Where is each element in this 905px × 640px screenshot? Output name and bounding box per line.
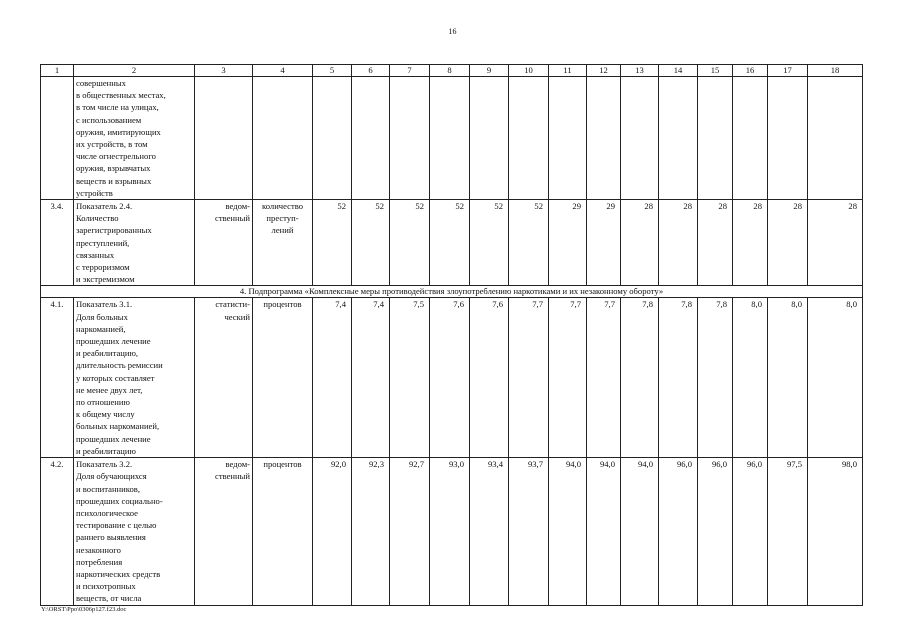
column-number: 2: [74, 65, 195, 77]
value-cell: 7,5: [390, 298, 430, 458]
source-text-b: ственный: [215, 213, 250, 224]
value-cell: 93,0: [430, 458, 470, 605]
value-cell: 52: [430, 200, 470, 286]
value-cell: 92,7: [390, 458, 430, 605]
page-number: 16: [448, 27, 457, 36]
value-cell: 96,0: [698, 458, 733, 605]
indicator-name-cell: Показатель 3.1. Доля больных наркоманией, прошедших лечение и реабилитацию, длительность ремиссии у которых составляет не менее двух лет, по отношению к общему числу больных наркоманией, прошедших лечение и реабилитацию: [74, 298, 195, 458]
value-cell: 52: [313, 200, 352, 286]
column-number: 17: [768, 65, 808, 77]
value-cell: 7,4: [352, 298, 390, 458]
source-cell: [195, 458, 253, 605]
source-text-b: ственный: [215, 471, 250, 482]
column-number: 18: [808, 65, 863, 77]
column-number: 3: [195, 65, 253, 77]
value-cell: 98,0: [808, 458, 863, 605]
value-cell: 28: [698, 200, 733, 286]
value-cell: 28: [659, 200, 698, 286]
value-cell: 7,7: [587, 298, 621, 458]
value-cell: 96,0: [659, 458, 698, 605]
value-cell: 7,6: [430, 298, 470, 458]
column-number: 12: [587, 65, 621, 77]
column-number: 10: [509, 65, 549, 77]
value-cell: 97,5: [768, 458, 808, 605]
value-cell: 8,0: [733, 298, 768, 458]
value-cell: 28: [621, 200, 659, 286]
value-cell: 94,0: [549, 458, 587, 605]
table-row: [41, 298, 863, 458]
column-number: 4: [253, 65, 313, 77]
unit-cell: процентов: [253, 458, 313, 605]
row-number: 4.2.: [41, 458, 74, 605]
value-cell: 7,8: [621, 298, 659, 458]
value-cell: 94,0: [587, 458, 621, 605]
value-cell: 7,7: [549, 298, 587, 458]
value-cell: 96,0: [733, 458, 768, 605]
subprogram-row: [41, 286, 863, 298]
source-text-a: ведом-: [225, 201, 250, 212]
column-number: 13: [621, 65, 659, 77]
row-number: 3.4.: [41, 200, 74, 286]
source-text-a: статисти-: [215, 299, 250, 310]
unit-cell: процентов: [253, 298, 313, 458]
value-cell: 8,0: [808, 298, 863, 458]
value-cell: 52: [470, 200, 509, 286]
indicator-name-cell: Показатель 3.2. Доля обучающихся и воспитанников, прошедших социально- психологическое тестирование с целью раннего выявления незаконного потребления наркотических средств и психотропных веществ, от числа: [74, 458, 195, 605]
source-text-b: ческий: [224, 311, 250, 322]
column-number: 7: [390, 65, 430, 77]
value-cell: 28: [768, 200, 808, 286]
column-number: 16: [733, 65, 768, 77]
value-cell: 7,4: [313, 298, 352, 458]
value-cell: 7,8: [659, 298, 698, 458]
column-number: 15: [698, 65, 733, 77]
table-row: [41, 200, 863, 286]
table-row: [41, 458, 863, 605]
value-cell: 29: [549, 200, 587, 286]
value-cell: 29: [587, 200, 621, 286]
subprogram-title: 4. Подпрограмма «Комплексные меры противодействия злоупотреблению наркотиками и их незаконному обороту»: [41, 286, 863, 298]
value-cell: 28: [733, 200, 768, 286]
value-cell: 7,7: [509, 298, 549, 458]
indicator-table: [40, 64, 863, 606]
column-number: 14: [659, 65, 698, 77]
value-cell: 52: [352, 200, 390, 286]
value-cell: 7,6: [470, 298, 509, 458]
value-cell: 93,4: [470, 458, 509, 605]
source-cell: [195, 200, 253, 286]
value-cell: 7,8: [698, 298, 733, 458]
column-number: 11: [549, 65, 587, 77]
value-cell: 28: [808, 200, 863, 286]
value-cell: 52: [509, 200, 549, 286]
column-number: 9: [470, 65, 509, 77]
value-cell: 93,7: [509, 458, 549, 605]
source-cell: [195, 298, 253, 458]
column-number: 6: [352, 65, 390, 77]
unit-cell: количество преступ- лений: [253, 200, 313, 286]
source-text-a: ведом-: [225, 459, 250, 470]
indicator-name-cell: совершенных в общественных местах, в том числе на улицах, с использованием оружия, имитирующих их устройств, в том числе огнестрельного оружия, взрывчатых веществ и взрывных устройств: [74, 77, 195, 200]
value-cell: 94,0: [621, 458, 659, 605]
value-cell: 92,0: [313, 458, 352, 605]
value-cell: 52: [390, 200, 430, 286]
indicator-name-cell: Показатель 2.4. Количество зарегистрированных преступлений, связанных с терроризмом и экстремизмом: [74, 200, 195, 286]
document-path: Y:\ORST\Ppо\0306p127.f23.doc: [41, 606, 127, 613]
value-cell: 8,0: [768, 298, 808, 458]
column-number-row: [41, 65, 863, 77]
column-number: 8: [430, 65, 470, 77]
value-cell: 92,3: [352, 458, 390, 605]
column-number: 5: [313, 65, 352, 77]
table-row-continuation: [41, 77, 863, 200]
row-number: 4.1.: [41, 298, 74, 458]
column-number: 1: [41, 65, 74, 77]
